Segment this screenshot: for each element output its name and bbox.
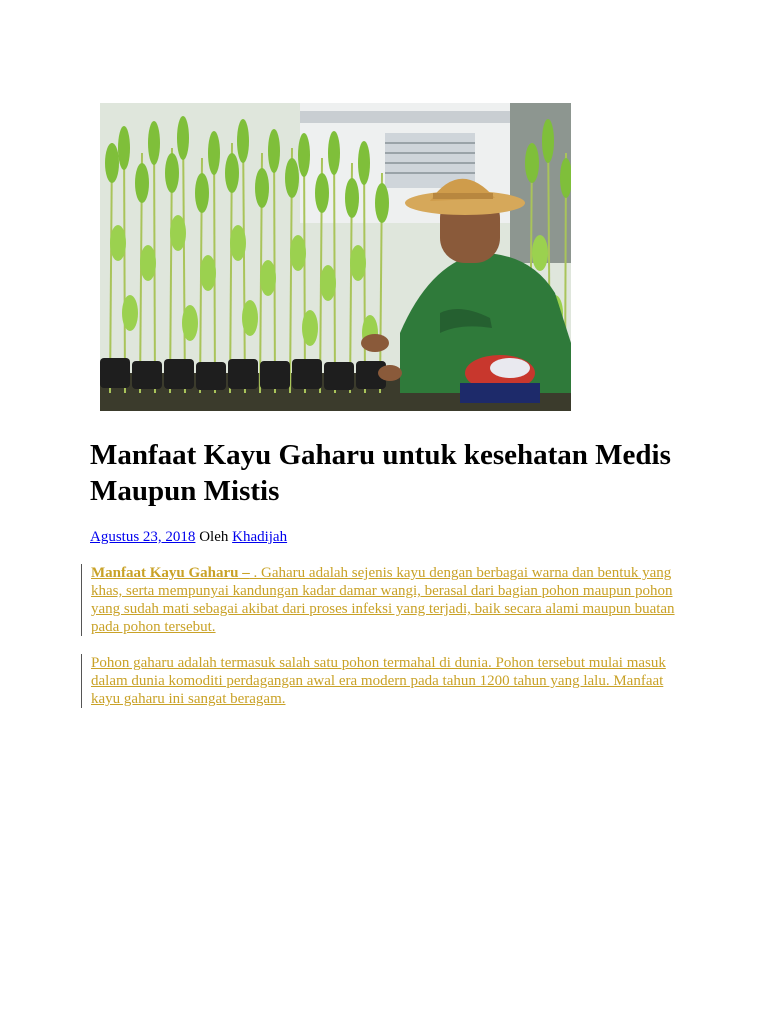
post-date-link[interactable]: Agustus 23, 2018 xyxy=(90,529,196,545)
quote-body-text[interactable]: . Gaharu adalah sejenis kayu dengan berbagai warna dan bentuk yang khas, serta mempunyai kandungan kadar damar wangi, berasal dari bagian pohon maupun pohon yang sudah mati sebagai akibat dari proses infeksi yang terjadi, baik secara alami maupun buatan pada pohon tersebut. xyxy=(91,565,675,635)
quote-bold-lead[interactable]: Manfaat Kayu Gaharu – xyxy=(91,565,250,581)
author-link[interactable]: Khadijah xyxy=(232,529,288,545)
intro-blockquote[interactable] xyxy=(81,564,691,636)
quote-body-text[interactable]: Pohon gaharu adalah termasuk salah satu pohon termahal di dunia. Pohon tersebut mulai masuk dalam dunia komoditi perdagangan awal era modern pada tahun 1200 tahun yang lalu. Manfaat kayu gaharu ini sangat beragam. xyxy=(91,655,666,707)
article-featured-image xyxy=(100,103,571,411)
article-title: Manfaat Kayu Gaharu untuk kesehatan Medis Maupun Mistis xyxy=(90,439,671,507)
second-blockquote[interactable] xyxy=(81,654,691,708)
article-meta xyxy=(90,528,287,546)
byline-label: Oleh xyxy=(199,529,229,545)
seedling-nursery-illustration xyxy=(100,103,571,411)
